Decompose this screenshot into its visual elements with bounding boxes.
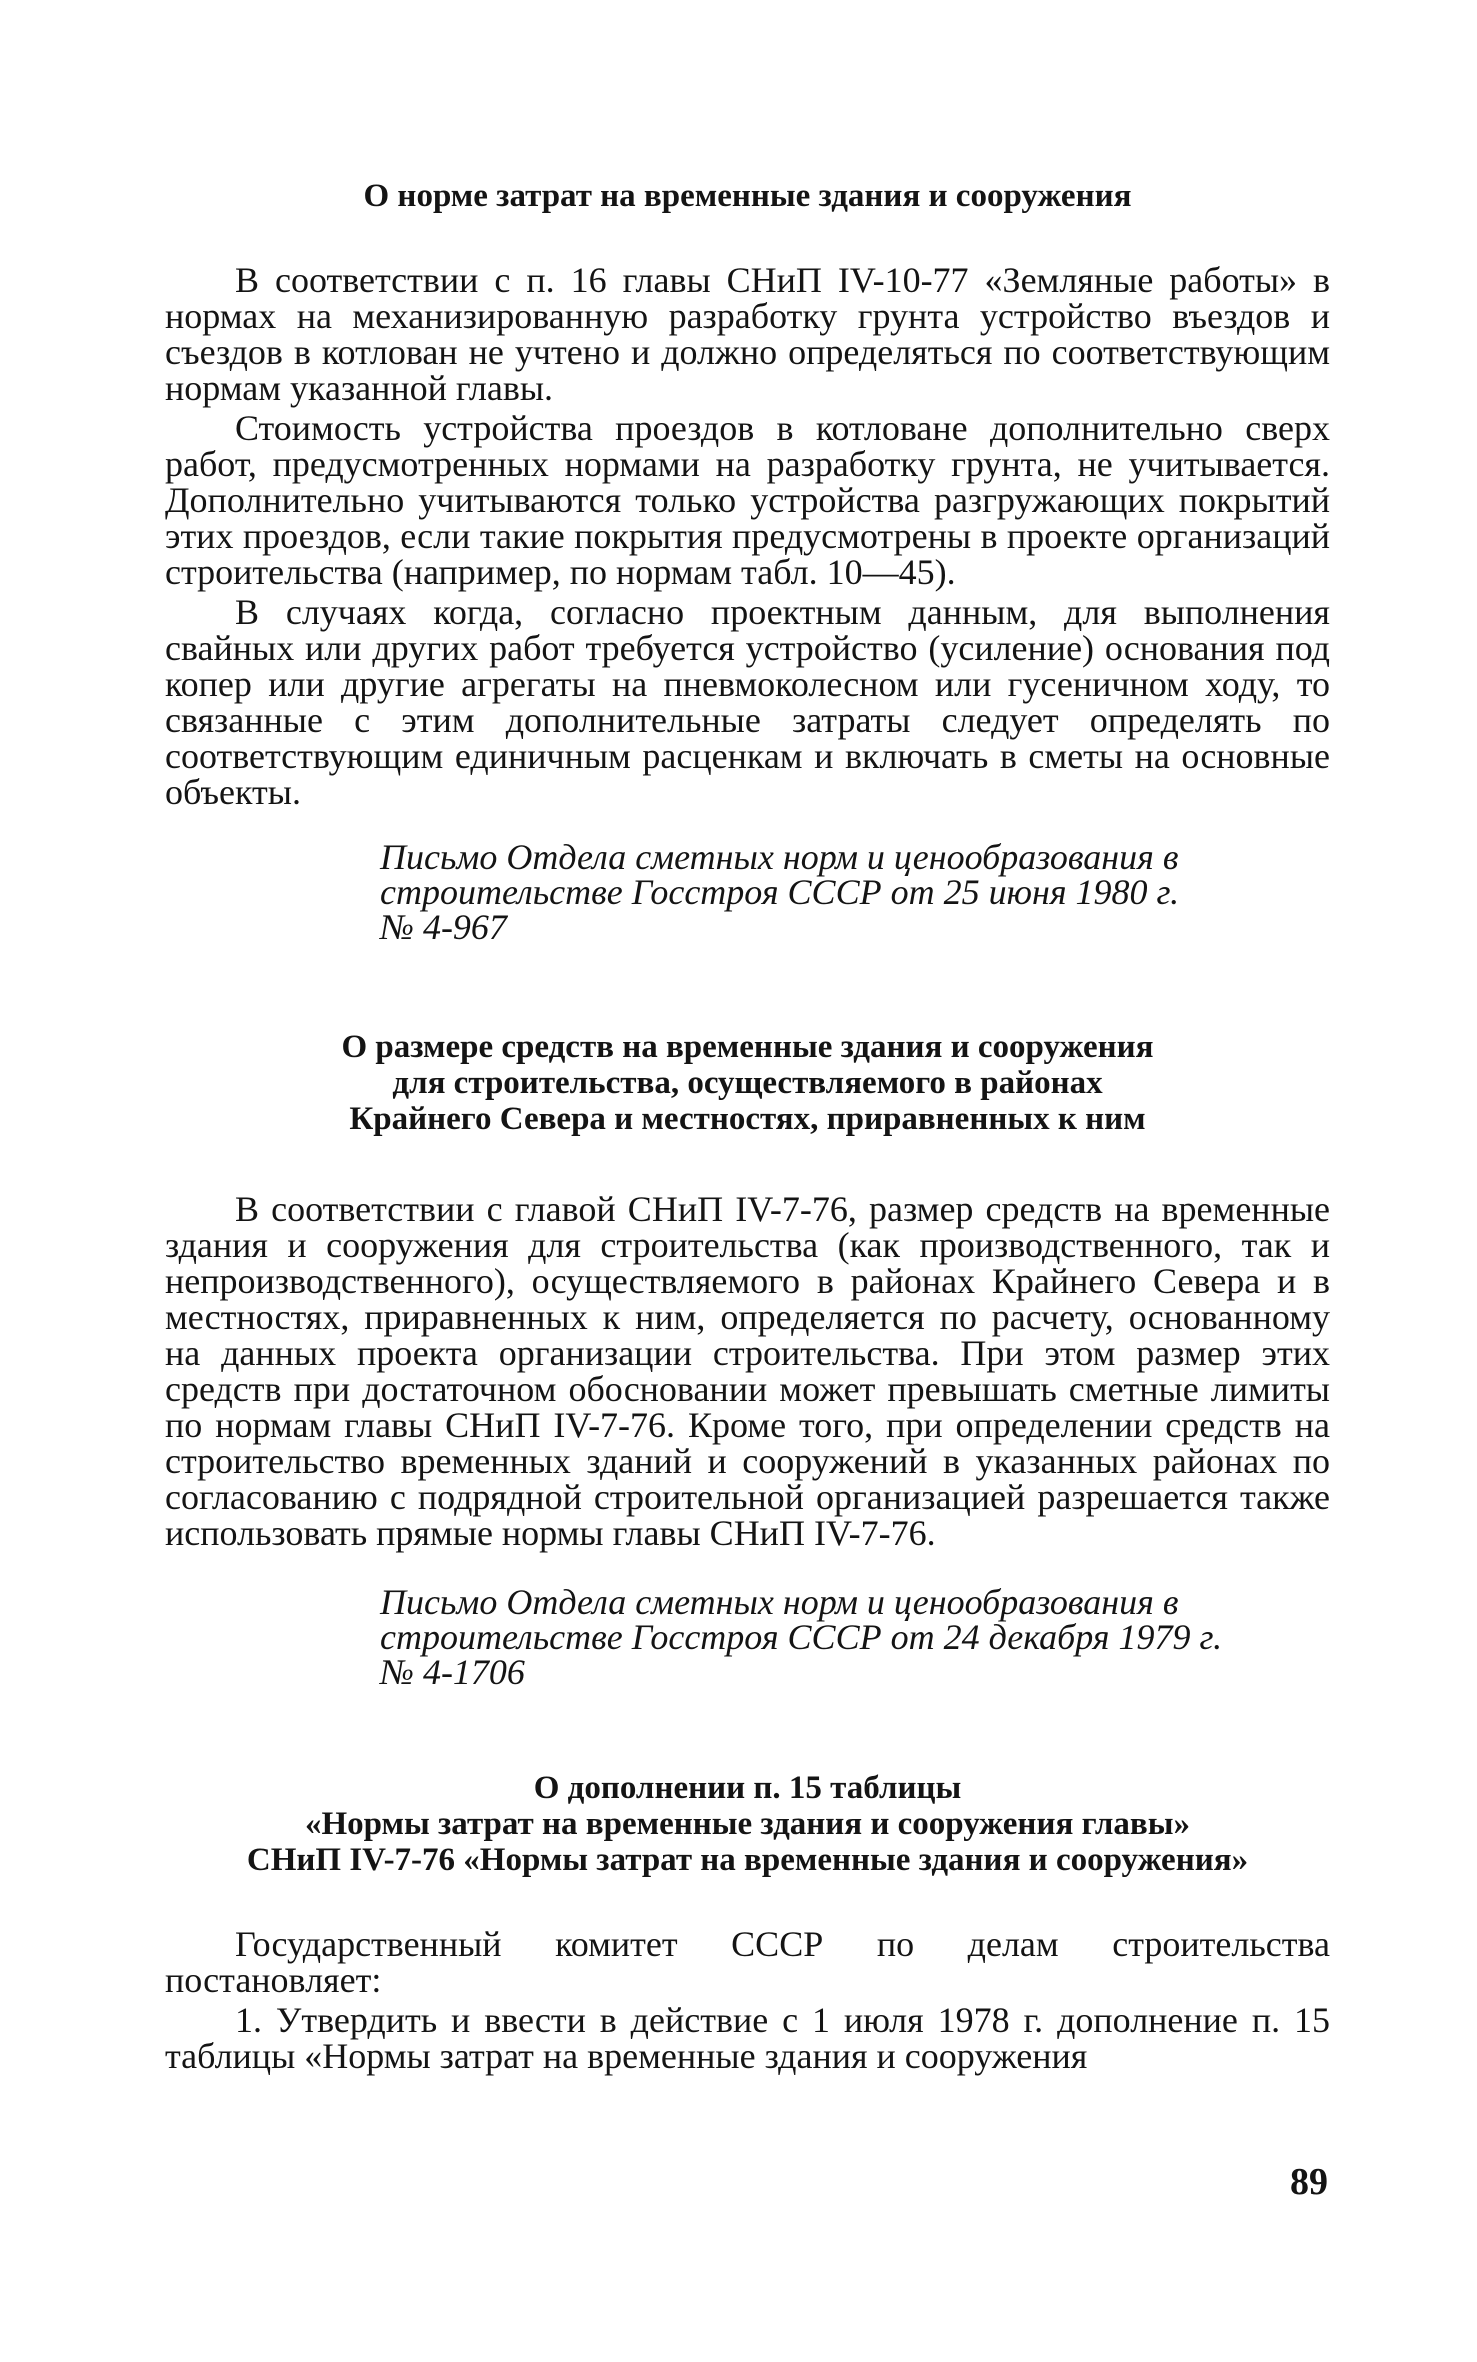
reference-line: строительстве Госстроя СССР от 24 декабря 1979 г. xyxy=(380,1617,1223,1657)
heading-line: для строительства, осуществляемого в районах xyxy=(392,1065,1103,1101)
section-heading xyxy=(165,178,1330,214)
heading-line: О размере средств на временные здания и сооружения xyxy=(341,1029,1154,1065)
heading-line: О норме затрат на временные здания и сооружения xyxy=(363,178,1132,214)
reference-line: Письмо Отдела сметных норм и ценообразования в xyxy=(380,837,1179,877)
section-table-addendum xyxy=(165,1770,1330,2074)
reference-line: № 4-967 xyxy=(380,907,507,947)
reference-line: строительстве Госстроя СССР от 25 июня 1980 г. xyxy=(380,872,1180,912)
paragraph: 1. Утвердить и ввести в действие с 1 июля 1978 г. дополнение п. 15 таблицы «Нормы затрат на временные здания и сооружения xyxy=(165,2000,1330,2076)
document-page xyxy=(165,160,1330,2074)
page-number: 89 xyxy=(1290,2161,1328,2203)
letter-reference xyxy=(380,837,1330,947)
heading-line: «Нормы затрат на временные здания и сооружения главы» xyxy=(305,1806,1190,1842)
reference-line: № 4-1706 xyxy=(380,1652,525,1692)
section-heading xyxy=(165,1770,1330,1878)
reference-line: Письмо Отдела сметных норм и ценообразования в xyxy=(380,1582,1179,1622)
paragraph: Государственный комитет СССР по делам строительства постановляет: xyxy=(165,1924,1330,2000)
paragraph: В соответствии с п. 16 главы СНиП IV-10-77 «Земляные работы» в нормах на механизированную разработку грунта устройство въездов и съездов в котлован не учтено и должно определяться по соответствующим нормам указанной главы. xyxy=(165,260,1330,408)
section-temporary-buildings-norm xyxy=(165,178,1330,945)
heading-line: О дополнении п. 15 таблицы xyxy=(533,1770,962,1806)
section-far-north-funds xyxy=(165,1029,1330,1690)
section-heading xyxy=(165,1029,1330,1137)
paragraph: Стоимость устройства проездов в котловане дополнительно сверх работ, предусмотренных нормами на разработку грунта, не учитывается. Дополнительно учитываются только устройства разгружающих покрытий этих проездов, если такие покрытия предусмотрены в проекте организаций строительства (например, по нормам табл. 10—45). xyxy=(165,408,1330,592)
letter-reference xyxy=(380,1582,1330,1692)
heading-line: Крайнего Севера и местностях, приравненных к ним xyxy=(349,1101,1146,1137)
paragraph: В соответствии с главой СНиП IV-7-76, размер средств на временные здания и сооружения для строительства (как производственного, так и непроизводственного), осуществляемого в районах Крайнего Севера и в местностях, приравненных к ним, определяется по расчету, основанному на данных проекта организации строительства. При этом размер этих средств при достаточном обосновании может превышать сметные лимиты по нормам главы СНиП IV-7-76. Кроме того, при определении средств на строительство временных зданий и сооружений в указанных районах по согласованию с подрядной строительной организацией разрешается также использовать прямые нормы главы СНиП IV-7-76. xyxy=(165,1189,1330,1553)
paragraph: В случаях когда, согласно проектным данным, для выполнения свайных или других работ требуется устройство (усиление) основания под копер или другие агрегаты на пневмоколесном или гусеничном ходу, то связанные с этим дополнительные затраты следует определять по соответствующим единичным расценкам и включать в сметы на основные объекты. xyxy=(165,592,1330,812)
heading-line: СНиП IV-7-76 «Нормы затрат на временные здания и сооружения» xyxy=(246,1842,1249,1878)
